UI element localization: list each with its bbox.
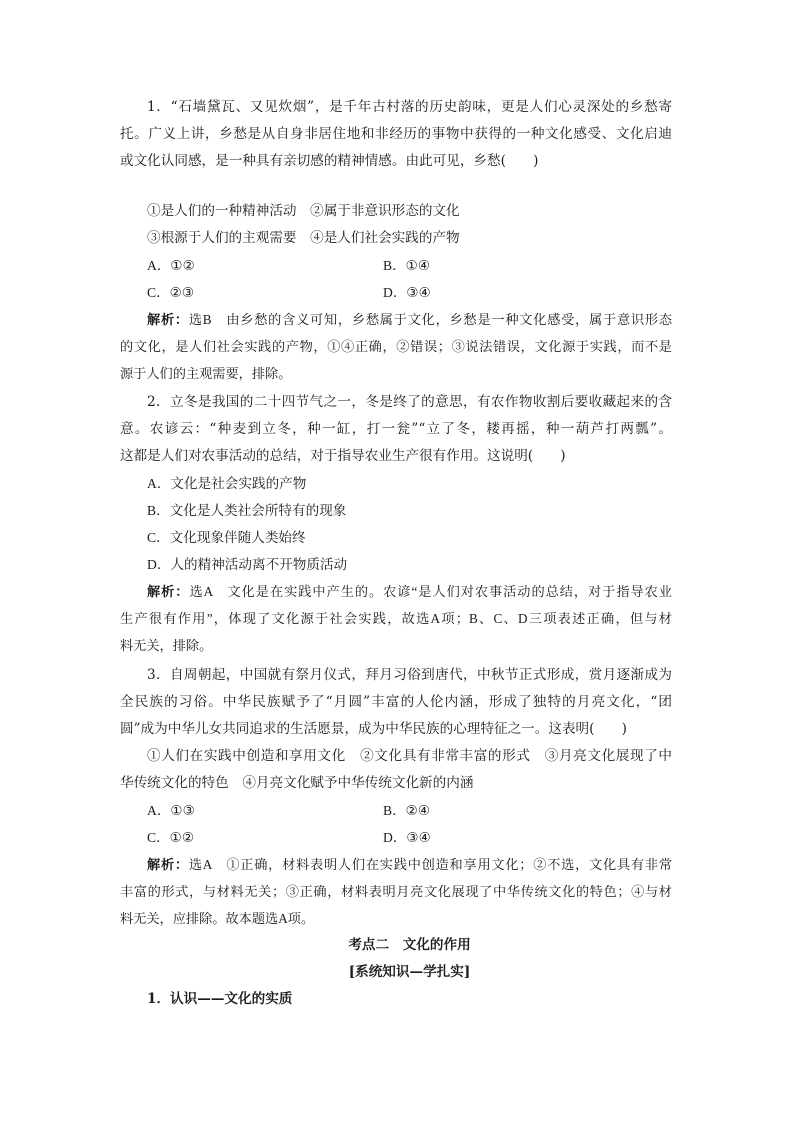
section-title: 考点二 文化的作用 (348, 937, 471, 953)
analysis-line (120, 851, 672, 878)
analysis-line (120, 578, 672, 605)
question-stem-line: 全民族的习俗。中华民族赋予了“月圆”丰富的人伦内涵，形成了独特的月亮文化，“团 (120, 694, 672, 710)
options-row (120, 279, 672, 306)
analysis-label: 解析： (147, 584, 190, 599)
analysis-text: 选A 文化是在实践中产生的。农谚“是人们对农事活动的总结，对于指导农业 (189, 584, 672, 599)
option-label: A． (147, 258, 171, 273)
option-text: ③④ (406, 830, 431, 846)
option-text: ②④ (405, 803, 431, 819)
option-b (383, 252, 430, 279)
question-1 (120, 94, 672, 387)
option-c (147, 279, 383, 306)
section-subtitle: [系统知识—学扎实] (348, 964, 471, 980)
question-2 (120, 389, 672, 659)
analysis-line: 生产很有作用”，体现了文化源于社会实践，故选A项；B、C、D三项表述正确，但与材 (120, 611, 672, 626)
option-label: A． (147, 476, 171, 491)
analysis-line: 源于人们的主观需要，排除。 (120, 366, 292, 381)
section (120, 932, 672, 1013)
option-text: ②③ (169, 285, 195, 301)
option-label: D． (383, 830, 407, 845)
options-row (120, 252, 672, 279)
option-label: C． (147, 830, 170, 845)
option-label: B． (383, 803, 406, 818)
question-stem-line: 圆”成为中华儿女共同追求的生活愿景，成为中华民族的心理特征之一。这表明( ) (120, 721, 627, 737)
analysis-line: 丰富的形式，与材料无关；③正确，材料表明月亮文化展现了中华传统文化的特色；④与材 (120, 884, 672, 899)
option-label: A． (147, 803, 171, 818)
question-statement: ①是人们的一种精神活动 ②属于非意识形态的文化 (147, 203, 460, 219)
option-c (147, 824, 383, 851)
option-d (383, 824, 431, 851)
question-stem-line: 托。广义上讲，乡愁是从自身非居住地和非经历的事物中获得的一种文化感受、文化启迪 (120, 126, 672, 142)
analysis-line (120, 306, 672, 333)
question-stem-line: 这都是人们对农事活动的总结，对于指导农业生产很有作用。这说明( ) (120, 448, 566, 464)
section-item: 1．认识——文化的实质 (147, 991, 293, 1007)
option-text: ①② (169, 830, 195, 846)
question-stem-line: 1．“石墙黛瓦、又见炊烟”，是千年古村落的历史韵味，更是人们心灵深处的乡愁寄 (147, 99, 672, 115)
option-text: 文化是社会实践的产物 (170, 476, 307, 492)
question-statement: 华传统文化的特色 ④月亮文化赋予中华传统文化新的内涵 (120, 775, 474, 791)
analysis-label: 解析： (147, 312, 189, 327)
analysis-text: 选B 由乡愁的含义可知，乡愁属于文化，乡愁是一种文化感受，属于意识形态 (188, 312, 673, 327)
analysis-label: 解析： (147, 857, 189, 872)
question-statement: ①人们在实践中创造和享用文化 ②文化具有非常丰富的形式 ③月亮文化展现了中 (147, 748, 672, 764)
option-text: 人的精神活动离不开物质活动 (170, 557, 348, 573)
analysis-line: 料无关，排除。 (120, 638, 213, 653)
question-stem-line: 或文化认同感，是一种具有亲切感的精神情感。由此可见，乡愁( ) (120, 153, 539, 169)
question-3 (120, 662, 672, 932)
option-label: C． (147, 285, 170, 300)
spacer (120, 175, 672, 198)
option-label: B． (147, 503, 170, 518)
document-body (120, 94, 672, 1013)
option-a (147, 252, 383, 279)
option-label: C． (147, 530, 170, 545)
analysis-text: 选A ①正确，材料表明人们在实践中创造和享用文化；②不选，文化具有非常 (188, 857, 673, 872)
option-b (120, 497, 672, 524)
option-label: B． (383, 258, 406, 273)
option-label: D． (147, 557, 171, 572)
analysis-line: 料无关，应排除。故本题选A项。 (120, 911, 315, 926)
option-c (120, 524, 672, 551)
option-label: D． (383, 285, 407, 300)
option-text: ①② (170, 258, 195, 274)
option-d (120, 551, 672, 578)
option-text: ①③ (170, 803, 195, 819)
option-text: 文化现象伴随人类始终 (169, 530, 306, 546)
option-text: 文化是人类社会所特有的现象 (169, 503, 347, 519)
options-row (120, 824, 672, 851)
option-b (383, 797, 430, 824)
analysis-line: 的文化，是人们社会实践的产物，①④正确，②错误；③说法错误，文化源于实践，而不是 (120, 339, 672, 354)
question-stem-line: 2．立冬是我国的二十四节气之一，冬是终了的意思，有农作物收割后要收藏起来的含 (147, 394, 672, 410)
question-stem-line: 3．自周朝起，中国就有祭月仪式，拜月习俗到唐代，中秋节正式形成，赏月逐渐成为 (147, 667, 672, 683)
options-row (120, 797, 672, 824)
option-text: ①④ (405, 258, 431, 274)
option-text: ③④ (406, 285, 431, 301)
option-a (147, 797, 383, 824)
question-stem-line: 意。农谚云：“种麦到立冬，种一缸，打一瓮”“立了冬，耧再摇，种一葫芦打两瓢”。 (120, 421, 672, 437)
question-statement: ③根源于人们的主观需要 ④是人们社会实践的产物 (147, 230, 460, 246)
option-d (383, 279, 431, 306)
option-a (120, 470, 672, 497)
